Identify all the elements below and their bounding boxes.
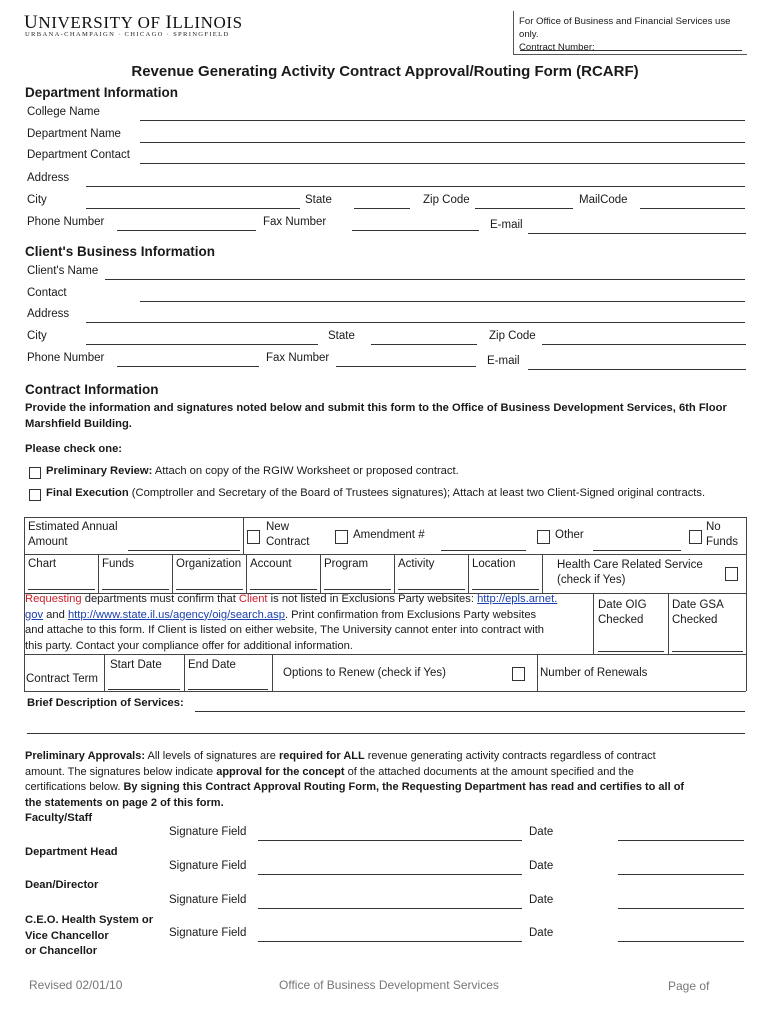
dept-address-field[interactable] xyxy=(86,186,745,187)
amendment-number-field[interactable] xyxy=(441,550,526,551)
estimated-amount-field[interactable] xyxy=(128,550,240,551)
dept-city-field[interactable] xyxy=(86,208,300,209)
table-rule xyxy=(394,554,395,593)
logo-campuses: URBANA-CHAMPAIGN · CHICAGO · SPRINGFIELD xyxy=(25,31,230,38)
ceo-date-field[interactable] xyxy=(618,941,744,942)
organization-field[interactable] xyxy=(176,589,243,590)
faculty-signature-label: Signature Field xyxy=(169,826,247,838)
options-renew-checkbox[interactable] xyxy=(512,667,525,681)
date-gsa-field[interactable] xyxy=(672,651,743,652)
contract-number-label: Contract Number: xyxy=(519,42,595,53)
account-label: Account xyxy=(250,558,292,570)
exclusions-notice: Requesting departments must confirm that Client is not listed in Exclusions Party websites: http://epls.arnet. gov and http://www.state.il.us/agency/oig/search.asp. Print confirmation from Exclusions Party websites and attache to this form. If Client is listed on either website, The University cannot enter into contract with this party. Contact your compliance offer for additional information. xyxy=(25,593,558,652)
table-rule xyxy=(172,554,173,593)
ceo-date-label: Date xyxy=(529,927,554,939)
table-rule xyxy=(320,554,321,593)
table-rule xyxy=(104,654,105,691)
ceo-signature-field[interactable] xyxy=(258,941,522,942)
client-city-label: City xyxy=(27,330,47,342)
dept-head-signature-field[interactable] xyxy=(258,874,522,875)
client-zip-field[interactable] xyxy=(542,344,746,345)
dept-mailcode-field[interactable] xyxy=(640,208,745,209)
amendment-label: Amendment # xyxy=(353,529,425,541)
table-rule xyxy=(246,554,247,593)
ceo-chancellor-label: C.E.O. Health System or Vice Chancellor or Chancellor xyxy=(25,914,154,958)
client-email-field[interactable] xyxy=(528,369,746,370)
dept-email-field[interactable] xyxy=(528,233,746,234)
dept-phone-label: Phone Number xyxy=(27,216,105,228)
other-checkbox[interactable] xyxy=(537,530,550,544)
faculty-date-label: Date xyxy=(529,826,554,838)
client-state-field[interactable] xyxy=(371,344,477,345)
client-phone-label: Phone Number xyxy=(27,352,105,364)
location-field[interactable] xyxy=(472,589,539,590)
faculty-date-field[interactable] xyxy=(618,840,744,841)
client-address-field[interactable] xyxy=(86,322,745,323)
client-email-label: E-mail xyxy=(487,355,520,367)
dept-mailcode-label: MailCode xyxy=(579,194,628,206)
dept-city-label: City xyxy=(27,194,47,206)
dept-head-date-label: Date xyxy=(529,860,554,872)
location-label: Location xyxy=(472,558,516,570)
start-date-label: Start Date xyxy=(110,659,162,671)
estimated-amount-label: Estimated Annual Amount xyxy=(28,521,118,548)
contract-instructions: Provide the information and signatures noted below and submit this form to the Office of Business Development Services, 6th Floor Marshfield Building. xyxy=(25,402,727,430)
client-heading: Client's Business Information xyxy=(25,244,215,259)
table-rule xyxy=(24,691,746,692)
activity-label: Activity xyxy=(398,558,435,570)
client-state-label: State xyxy=(328,330,355,342)
health-care-checkbox[interactable] xyxy=(725,567,738,581)
table-rule xyxy=(593,593,594,654)
organization-label: Organization xyxy=(176,558,242,570)
department-head-label: Department Head xyxy=(25,846,118,858)
table-rule xyxy=(746,517,747,691)
preliminary-review-label: Preliminary Review: Attach on copy of the RGIW Worksheet or proposed contract. xyxy=(46,465,459,477)
table-rule xyxy=(468,554,469,593)
dean-director-label: Dean/Director xyxy=(25,879,99,891)
faculty-staff-label: Faculty/Staff xyxy=(25,812,93,824)
chart-label: Chart xyxy=(28,558,57,570)
final-execution-checkbox[interactable] xyxy=(29,489,41,501)
dept-zip-field[interactable] xyxy=(475,208,573,209)
table-rule xyxy=(24,517,746,518)
options-renew-label: Options to Renew (check if Yes) xyxy=(283,667,446,679)
client-city-field[interactable] xyxy=(86,344,318,345)
other-label: Other xyxy=(555,529,584,541)
table-rule xyxy=(668,593,669,654)
end-date-field[interactable] xyxy=(188,689,268,690)
office-use-note: For Office of Business and Financial Services use only. xyxy=(519,16,731,40)
client-address-label: Address xyxy=(27,308,70,320)
dept-phone-field[interactable] xyxy=(117,230,256,231)
date-oig-label: Date OIG Checked xyxy=(598,599,647,626)
footer-office: Office of Business Development Services xyxy=(279,978,499,992)
department-name-label: Department Name xyxy=(27,128,121,140)
date-oig-field[interactable] xyxy=(598,651,664,652)
university-logo: UNIVERSITY OF ILLINOIS xyxy=(24,12,243,33)
dept-head-signature-label: Signature Field xyxy=(169,860,247,872)
department-contact-field[interactable] xyxy=(140,163,745,164)
program-label: Program xyxy=(324,558,369,570)
number-renewals-label: Number of Renewals xyxy=(540,667,648,679)
new-contract-label: New Contract xyxy=(266,521,310,548)
dept-state-label: State xyxy=(305,194,332,206)
oig-search-link[interactable]: http://www.state.il.us/agency/oig/search.asp xyxy=(67,608,285,621)
preliminary-review-checkbox[interactable] xyxy=(29,467,41,479)
dean-date-field[interactable] xyxy=(618,908,744,909)
table-rule xyxy=(24,654,746,655)
other-field[interactable] xyxy=(593,550,681,551)
table-rule xyxy=(542,554,543,593)
program-field[interactable] xyxy=(324,589,391,590)
check-one-label: Please check one: xyxy=(25,443,123,455)
client-zip-label: Zip Code xyxy=(489,330,536,342)
dean-date-label: Date xyxy=(529,894,554,906)
dept-head-date-field[interactable] xyxy=(618,874,744,875)
funds-field[interactable] xyxy=(102,589,169,590)
table-rule xyxy=(98,554,99,593)
brief-description-label: Brief Description of Services: xyxy=(27,697,184,709)
dean-signature-field[interactable] xyxy=(258,908,522,909)
brief-description-field[interactable] xyxy=(195,711,745,712)
form-title: Revenue Generating Activity Contract Approval/Routing Form (RCARF) xyxy=(131,63,639,80)
chart-field[interactable] xyxy=(28,589,95,590)
contract-term-label: Contract Term xyxy=(26,673,99,685)
end-date-label: End Date xyxy=(188,659,236,671)
office-use-box xyxy=(513,11,747,55)
dept-email-label: E-mail xyxy=(490,219,523,231)
epls-link-end[interactable]: gov xyxy=(25,608,44,621)
dept-state-field[interactable] xyxy=(354,208,410,209)
client-fax-field[interactable] xyxy=(336,366,476,367)
faculty-signature-field[interactable] xyxy=(258,840,522,841)
client-name-field[interactable] xyxy=(105,279,745,280)
contract-heading: Contract Information xyxy=(25,382,159,397)
client-fax-label: Fax Number xyxy=(266,352,330,364)
date-gsa-label: Date GSA Checked xyxy=(672,599,724,626)
college-name-field[interactable] xyxy=(140,120,745,121)
account-field[interactable] xyxy=(250,589,317,590)
table-rule xyxy=(243,517,244,554)
client-name-label: Client's Name xyxy=(27,265,99,277)
dean-signature-label: Signature Field xyxy=(169,894,247,906)
dept-address-label: Address xyxy=(27,172,70,184)
client-contact-label: Contact xyxy=(27,287,67,299)
no-funds-label: No Funds xyxy=(706,521,738,548)
college-name-label: College Name xyxy=(27,106,100,118)
revised-date: Revised 02/01/10 xyxy=(29,978,123,992)
activity-field[interactable] xyxy=(398,589,465,590)
approvals-paragraph: Preliminary Approvals: All levels of signatures are required for ALL revenue generating activity contracts regardless of contract amount. The signatures below indicate approval for the concept of the attached documents at the amount specified and the certifications below. By signing this Contract Approval Routing Form, the Requesting Department has read and certifies to all of the statements on page 2 of this form. xyxy=(25,750,685,809)
new-contract-checkbox[interactable] xyxy=(247,530,260,544)
start-date-field[interactable] xyxy=(108,689,180,690)
no-funds-checkbox[interactable] xyxy=(689,530,702,544)
department-heading: Department Information xyxy=(25,85,179,100)
department-name-field[interactable] xyxy=(140,142,745,143)
table-rule xyxy=(24,554,746,555)
ceo-signature-label: Signature Field xyxy=(169,927,247,939)
health-care-label: Health Care Related Service (check if Yes) xyxy=(557,559,703,586)
epls-link[interactable]: http://epls.arnet. xyxy=(477,593,558,605)
final-execution-label: Final Execution (Comptroller and Secretary of the Board of Trustees signatures); Attach at least two Client-Signed original contracts. xyxy=(46,487,706,499)
brief-description-field-2[interactable] xyxy=(27,733,745,734)
contract-number-field[interactable] xyxy=(520,50,742,51)
client-contact-field[interactable] xyxy=(140,301,745,302)
dept-fax-field[interactable] xyxy=(352,230,479,231)
table-rule xyxy=(537,654,538,691)
dept-fax-label: Fax Number xyxy=(263,216,327,228)
department-contact-label: Department Contact xyxy=(27,149,130,161)
amendment-checkbox[interactable] xyxy=(335,530,348,544)
dept-zip-label: Zip Code xyxy=(423,194,470,206)
page-number: Page of xyxy=(668,979,710,993)
table-rule xyxy=(272,654,273,691)
client-phone-field[interactable] xyxy=(117,366,259,367)
table-rule xyxy=(184,654,185,691)
funds-label: Funds xyxy=(102,558,134,570)
